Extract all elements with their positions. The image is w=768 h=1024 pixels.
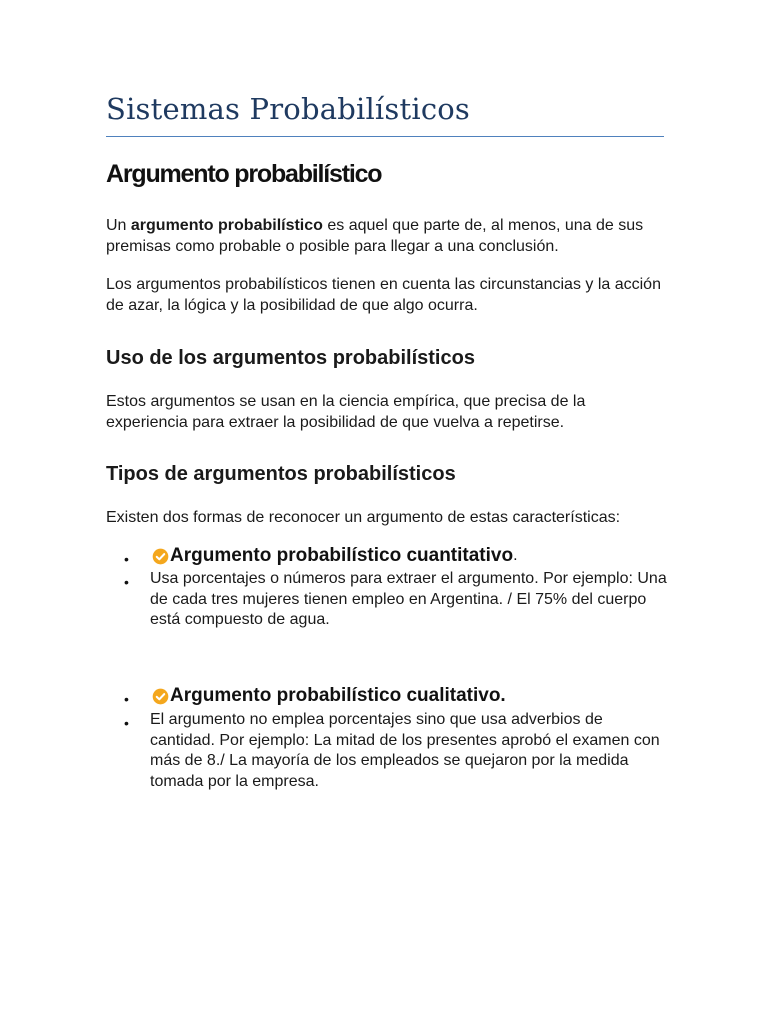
check-badge-icon <box>152 688 169 705</box>
list-item-title-trail: . <box>513 547 518 564</box>
paragraph-uso: Estos argumentos se usan en la ciencia empírica, que precisa de la experiencia para extraer la posibilidad de que vuelva a repetirse. <box>106 393 586 431</box>
intro-text-before: Un <box>106 217 131 234</box>
list-item-heading-cualitativo <box>152 685 506 707</box>
list-item-heading-cuantitativo <box>152 545 518 567</box>
list-item-title: Argumento probabilístico cualitativo. <box>170 685 506 706</box>
intro-text-after: es aquel que parte de, al menos, una de sus premisas como probable o posible para llegar a una conclusión. <box>106 217 644 255</box>
title-underline-rule <box>106 136 664 137</box>
intro-bold-term: argumento probabilístico <box>130 217 323 234</box>
check-badge-icon <box>152 548 169 565</box>
intro-paragraph <box>106 216 666 257</box>
list-bullet: • <box>124 574 129 590</box>
list-bullet: • <box>124 551 129 567</box>
section-heading-tipos: Tipos de argumentos probabilísticos <box>106 463 456 485</box>
list-item-description-cualitativo: El argumento no emplea porcentajes sino que usa adverbios de cantidad. Por ejemplo: La mitad de los presentes aprobó el examen con más de 8./ La mayoría de los empleados se quejaron por la medida tomada por la empresa. <box>150 711 660 790</box>
list-bullet: • <box>124 715 129 731</box>
document-title: Sistemas Probabilísticos <box>106 92 471 126</box>
list-item-description-cuantitativo: Usa porcentajes o números para extraer el argumento. Por ejemplo: Una de cada tres mujeres tienen empleo en Argentina. / El 75% del cuerpo está compuesto de agua. <box>150 570 667 628</box>
paragraph-circunstancias: Los argumentos probabilísticos tienen en cuenta las circunstancias y la acción de azar, la lógica y la posibilidad de que algo ocurra. <box>106 276 661 314</box>
section-heading-uso: Uso de los argumentos probabilísticos <box>106 347 475 369</box>
list-item-title: Argumento probabilístico cuantitativo <box>170 545 514 566</box>
main-heading: Argumento probabilístico <box>106 160 382 188</box>
list-bullet: • <box>124 691 129 707</box>
paragraph-tipos-intro: Existen dos formas de reconocer un argumento de estas características: <box>106 509 621 526</box>
